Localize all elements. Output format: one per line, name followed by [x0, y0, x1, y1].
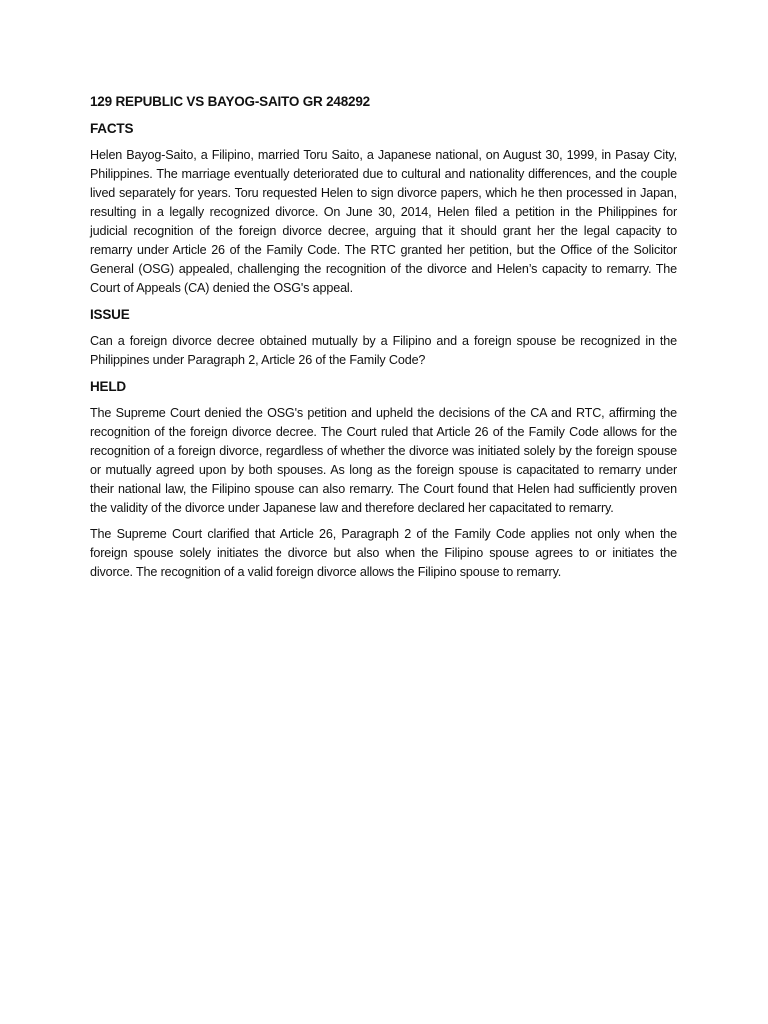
section-issue: [90, 305, 677, 370]
held-paragraph-2: The Supreme Court clarified that Article 26, Paragraph 2 of the Family Code applies not only when the foreign spouse solely initiates the divorce but also when the Filipino spouse agrees to or initiates the divorce. The recognition of a valid foreign divorce allows the Filipino spouse to remarry.: [90, 527, 677, 579]
section-held: [90, 377, 677, 582]
document-page: [90, 92, 677, 589]
section-facts: [90, 119, 677, 298]
section-heading-held: HELD: [90, 379, 126, 394]
facts-paragraph: Helen Bayog-Saito, a Filipino, married Toru Saito, a Japanese national, on August 30, 1999, in Pasay City, Philippines. The marriage eventually deteriorated due to cultural and nationality differences, and the couple lived separately for years. Toru requested Helen to sign divorce papers, which he then processed in Japan, resulting in a legally recognized divorce. On June 30, 2014, Helen filed a petition in the Philippines for judicial recognition of the foreign divorce decree, arguing that it should grant her the legal capacity to remarry under Article 26 of the Family Code. The RTC granted her petition, but the Office of the Solicitor General (OSG) appealed, challenging the recognition of the divorce and Helen’s capacity to remarry. The Court of Appeals (CA) denied the OSG's appeal.: [90, 148, 677, 295]
section-heading-issue: ISSUE: [90, 307, 130, 322]
document-title: 129 REPUBLIC VS BAYOG-SAITO GR 248292: [90, 94, 370, 109]
held-paragraph-1: The Supreme Court denied the OSG's petition and upheld the decisions of the CA and RTC, affirming the recognition of the foreign divorce decree. The Court ruled that Article 26 of the Family Code allows for the recognition of a foreign divorce, regardless of whether the divorce was initiated solely by the foreign spouse or mutually agreed upon by both spouses. As long as the foreign spouse is capacitated to remarry under their national law, the Filipino spouse can also remarry. The Court found that Helen had sufficiently proven the validity of the divorce under Japanese law and therefore declared her capacitated to remarry.: [90, 406, 677, 515]
section-heading-facts: FACTS: [90, 121, 134, 136]
issue-paragraph: Can a foreign divorce decree obtained mutually by a Filipino and a foreign spouse be recognized in the Philippines under Paragraph 2, Article 26 of the Family Code?: [90, 334, 677, 367]
